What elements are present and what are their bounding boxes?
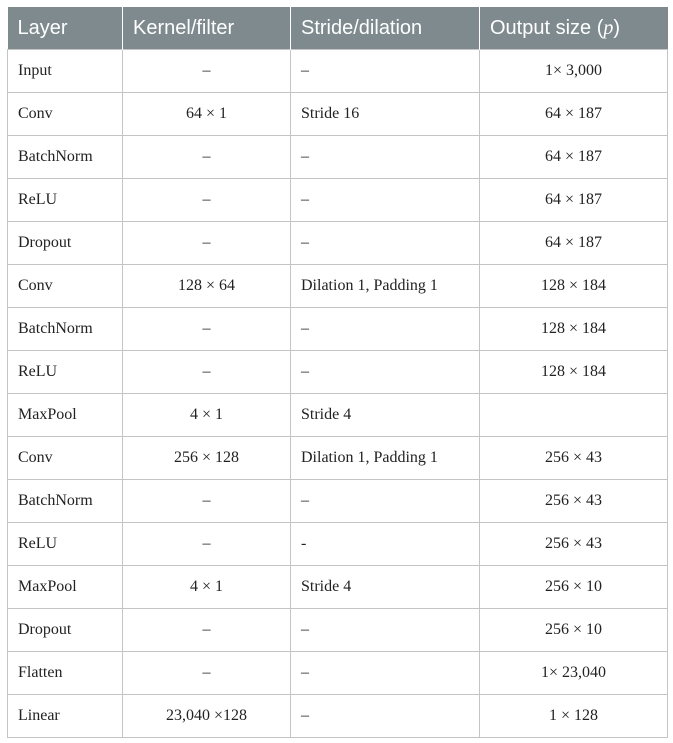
table-container [7,7,667,738]
table-row [8,695,668,738]
cell-kernel: 256 × 128 [123,437,291,480]
cell-output: 1× 3,000 [480,50,668,93]
cell-output: 128 × 184 [480,265,668,308]
header-output-var: p [603,16,614,39]
cell-kernel: 4 × 1 [123,394,291,437]
cell-stride: – [291,695,480,738]
cell-output: 256 × 10 [480,566,668,609]
cell-stride: – [291,652,480,695]
cell-stride: Stride 4 [291,394,480,437]
cell-output: 128 × 184 [480,308,668,351]
cell-layer: BatchNorm [8,136,123,179]
table-row [8,179,668,222]
cell-stride: – [291,308,480,351]
cell-stride: - [291,523,480,566]
cell-stride: – [291,609,480,652]
table-row [8,351,668,394]
cell-stride: – [291,50,480,93]
cell-stride: – [291,480,480,523]
cell-layer: Linear [8,695,123,738]
cell-layer: Conv [8,265,123,308]
table-row [8,437,668,480]
cell-layer: MaxPool [8,566,123,609]
cell-output: 64 × 187 [480,136,668,179]
table-row [8,566,668,609]
cell-stride: Dilation 1, Padding 1 [291,265,480,308]
cell-kernel: – [123,480,291,523]
cell-kernel: – [123,222,291,265]
cell-layer: Flatten [8,652,123,695]
table-body [8,50,668,738]
header-output-close: ) [613,16,621,39]
cell-kernel: 23,040 ×128 [123,695,291,738]
cell-output: 64 × 187 [480,93,668,136]
cell-stride: – [291,136,480,179]
cell-kernel: – [123,351,291,394]
table-row [8,480,668,523]
cell-layer: MaxPool [8,394,123,437]
header-kernel: Kernel/filter [123,7,291,50]
cell-kernel: – [123,652,291,695]
cell-stride: – [291,222,480,265]
cell-layer: Conv [8,437,123,480]
table-row [8,609,668,652]
table-row [8,523,668,566]
table-row [8,50,668,93]
cell-output: 256 × 43 [480,437,668,480]
table-row [8,136,668,179]
cell-layer: ReLU [8,523,123,566]
header-stride: Stride/dilation [291,7,480,50]
header-row [8,7,668,50]
cell-output: 64 × 187 [480,179,668,222]
cell-layer: ReLU [8,179,123,222]
cell-stride: Stride 16 [291,93,480,136]
cell-stride: Dilation 1, Padding 1 [291,437,480,480]
header-output [480,7,668,50]
table-row [8,652,668,695]
cell-kernel: – [123,50,291,93]
cell-output: 256 × 43 [480,480,668,523]
cell-output: 1 × 128 [480,695,668,738]
cell-output [480,394,668,437]
table-row [8,222,668,265]
cell-layer: Dropout [8,222,123,265]
cell-output: 256 × 43 [480,523,668,566]
cell-kernel: – [123,523,291,566]
cell-output: 256 × 10 [480,609,668,652]
table-header [8,7,668,50]
cell-kernel: 64 × 1 [123,93,291,136]
cell-kernel: – [123,609,291,652]
table-row [8,394,668,437]
cell-kernel: – [123,308,291,351]
cell-stride: Stride 4 [291,566,480,609]
cell-layer: Conv [8,93,123,136]
cell-kernel: 128 × 64 [123,265,291,308]
table-row [8,308,668,351]
cell-output: 64 × 187 [480,222,668,265]
cell-layer: BatchNorm [8,308,123,351]
header-layer: Layer [8,7,123,50]
cell-kernel: – [123,179,291,222]
cell-output: 128 × 184 [480,351,668,394]
cell-stride: – [291,179,480,222]
header-output-label: Output size ( [490,16,604,39]
table-row [8,93,668,136]
cell-layer: Dropout [8,609,123,652]
cell-layer: BatchNorm [8,480,123,523]
cell-layer: ReLU [8,351,123,394]
architecture-table [7,7,668,738]
cell-output: 1× 23,040 [480,652,668,695]
table-row [8,265,668,308]
cell-kernel: – [123,136,291,179]
cell-layer: Input [8,50,123,93]
cell-stride: – [291,351,480,394]
cell-kernel: 4 × 1 [123,566,291,609]
